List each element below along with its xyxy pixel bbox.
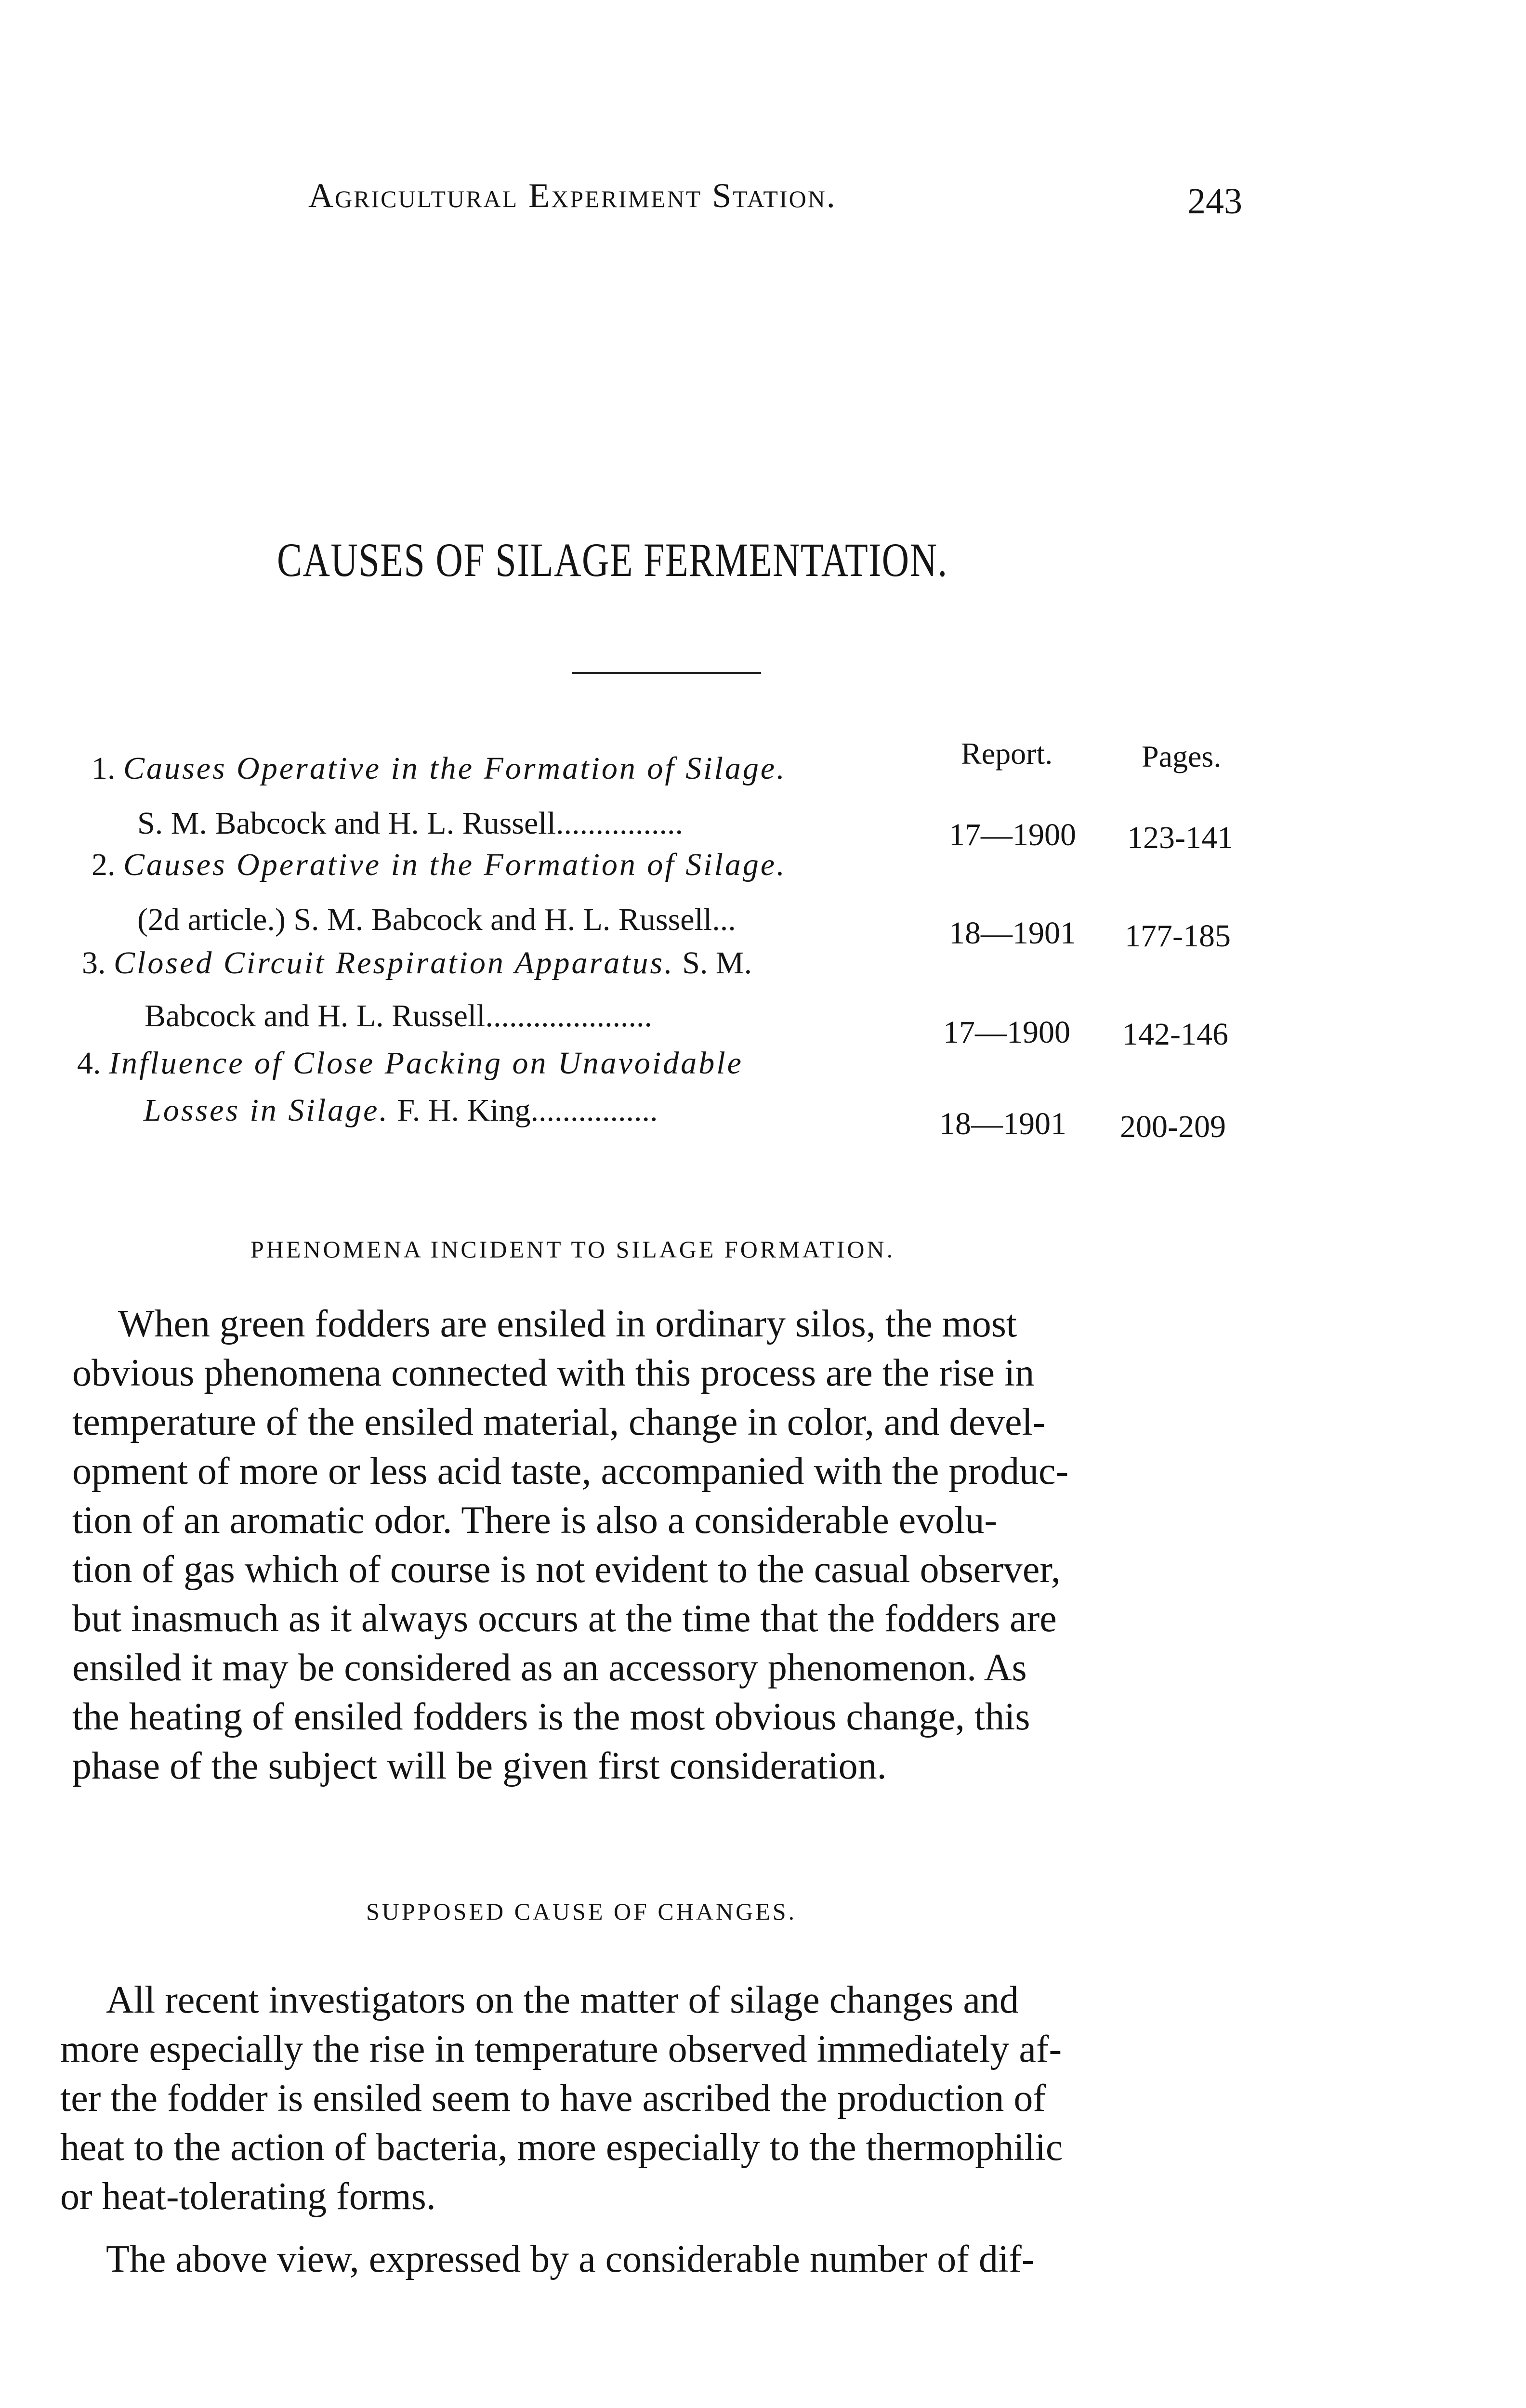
section-heading-phenomena: PHENOMENA INCIDENT TO SILAGE FORMATION. bbox=[250, 1236, 895, 1263]
reference-item-4-title-continued: Losses in Silage. bbox=[144, 1093, 389, 1128]
paragraph-line: or heat-tolerating forms. bbox=[60, 2175, 436, 2218]
paragraph-line: heat to the action of bacteria, more especially to the thermophilic bbox=[60, 2126, 1063, 2169]
reference-table bbox=[0, 0, 1526, 1156]
reference-item-2-number: 2. bbox=[92, 847, 116, 882]
page-number: 243 bbox=[1187, 181, 1242, 222]
reference-item-1-author-line bbox=[137, 805, 683, 842]
reference-item-1-title-line bbox=[92, 750, 787, 787]
reference-item-4-number: 4. bbox=[77, 1046, 101, 1081]
section-heading-supposed-cause: SUPPOSED CAUSE OF CHANGES. bbox=[366, 1898, 797, 1925]
running-head: Agricultural Experiment Station. bbox=[308, 176, 837, 215]
reference-item-2-report: 18—1901 bbox=[949, 916, 1076, 951]
paragraph-line: ensiled it may be considered as an accessory phenomenon. As bbox=[72, 1647, 1027, 1689]
reference-item-2-leaders: ... bbox=[712, 902, 736, 937]
paragraph-line: opment of more or less acid taste, accompanied with the produc- bbox=[72, 1450, 1069, 1492]
reference-item-1-pages: 123-141 bbox=[1127, 820, 1233, 855]
paragraph-line: the heating of ensiled fodders is the most obvious change, this bbox=[72, 1696, 1030, 1738]
reference-item-3-authors: Babcock and H. L. Russell bbox=[145, 998, 486, 1034]
reference-item-2-authors: (2d article.) S. M. Babcock and H. L. Russell bbox=[137, 902, 712, 937]
reference-item-3-title-line bbox=[82, 945, 752, 982]
paragraph-above-view bbox=[60, 2235, 1034, 2284]
reference-item-4-pages: 200-209 bbox=[1120, 1109, 1226, 1144]
paragraph-line: tion of gas which of course is not evident to the casual observer, bbox=[72, 1548, 1061, 1591]
reference-item-1-title: Causes Operative in the Formation of Silage. bbox=[123, 751, 787, 786]
paragraph-line: obvious phenomena connected with this process are the rise in bbox=[72, 1352, 1035, 1394]
reference-item-2-pages: 177-185 bbox=[1125, 918, 1231, 954]
reference-item-2-title: Causes Operative in the Formation of Silage. bbox=[123, 847, 787, 882]
paragraph-line: more especially the rise in temperature observed immediately af- bbox=[60, 2028, 1062, 2070]
paragraph-line: When green fodders are ensiled in ordinary silos, the most bbox=[118, 1303, 1017, 1345]
reference-item-3-pages: 142-146 bbox=[1122, 1017, 1228, 1052]
pages-column-header: Pages. bbox=[1142, 739, 1222, 773]
paragraph-line: but inasmuch as it always occurs at the time that the fodders are bbox=[72, 1597, 1057, 1640]
report-column-header: Report. bbox=[961, 736, 1053, 771]
reference-item-3-leaders: ..................... bbox=[485, 998, 653, 1034]
reference-item-1-report: 17—1900 bbox=[949, 817, 1076, 852]
paragraph-line: tion of an aromatic odor. There is also a considerable evolu- bbox=[72, 1499, 998, 1542]
paragraph-supposed-cause bbox=[60, 1976, 1063, 2221]
paragraph-line: All recent investigators on the matter of silage changes and bbox=[106, 1979, 1019, 2021]
paragraph-line: ter the fodder is ensiled seem to have ascribed the production of bbox=[60, 2077, 1046, 2120]
reference-item-1-authors: S. M. Babcock and H. L. Russell bbox=[137, 806, 556, 841]
reference-item-3-report: 17—1900 bbox=[943, 1015, 1070, 1050]
reference-item-4-title-line bbox=[77, 1045, 743, 1082]
reference-item-1-leaders: ................ bbox=[555, 806, 683, 841]
reference-item-4-leaders: ................ bbox=[530, 1093, 658, 1128]
reference-item-3-title-tail: S. M. bbox=[682, 945, 752, 981]
article-title: CAUSES OF SILAGE FERMENTATION. bbox=[277, 533, 948, 587]
reference-item-1-number: 1. bbox=[92, 751, 116, 786]
reference-item-2-title-line bbox=[92, 847, 787, 883]
paragraph-line: phase of the subject will be given first consideration. bbox=[72, 1745, 887, 1787]
reference-item-3-title: Closed Circuit Respiration Apparatus. bbox=[114, 945, 674, 981]
paragraph-line: temperature of the ensiled material, change in color, and devel- bbox=[72, 1401, 1046, 1443]
reference-item-3-author-line bbox=[145, 998, 652, 1034]
reference-item-2-author-line bbox=[137, 902, 736, 938]
reference-item-4-authors: F. H. King bbox=[397, 1093, 531, 1128]
reference-item-3-number: 3. bbox=[82, 945, 106, 981]
reference-item-4-author-line bbox=[144, 1092, 658, 1129]
reference-item-4-title: Influence of Close Packing on Unavoidable bbox=[109, 1046, 743, 1081]
paragraph-line: The above view, expressed by a considerable number of dif- bbox=[106, 2238, 1035, 2280]
reference-item-4-report: 18—1901 bbox=[939, 1106, 1066, 1141]
paragraph-phenomena bbox=[72, 1299, 1068, 1791]
